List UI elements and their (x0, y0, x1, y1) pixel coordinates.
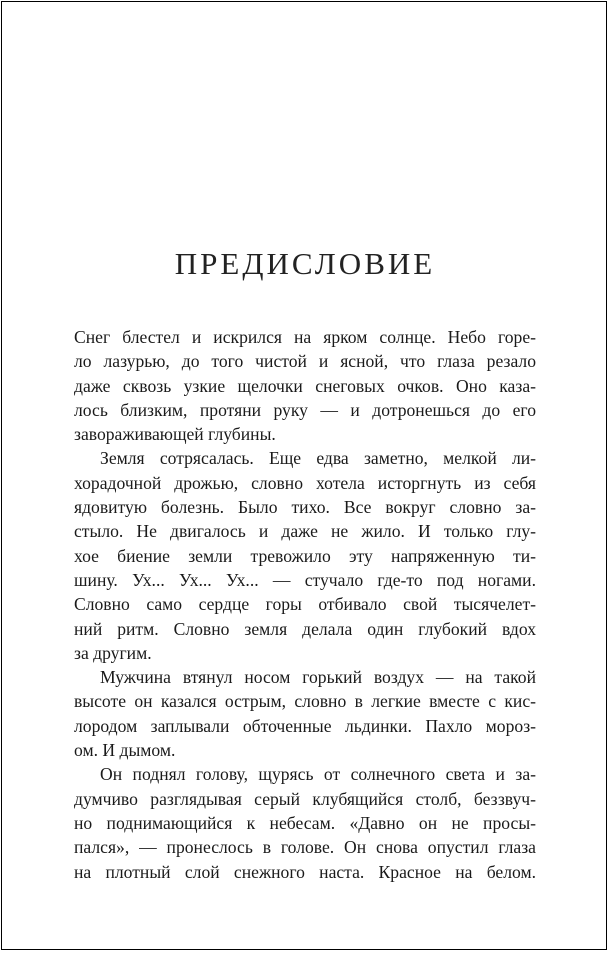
text-line: Словно само сердце горы отбивало свой тысячелет- (74, 594, 536, 615)
paragraph (74, 665, 536, 762)
text-line: Снег блестел и искрился на ярком солнце. Небо горе- (74, 327, 536, 347)
text-line: ядовитую болезнь. Было тихо. Все вокруг словно за- (74, 497, 536, 518)
text-line: хое биение земли тревожило эту напряженную ти- (74, 545, 536, 566)
text-line: завораживающей глубины. (74, 424, 276, 445)
paragraph (74, 446, 536, 665)
text-line: ний ритм. Словно земля делала один глубокий вдох (74, 618, 536, 639)
text-line: Он поднял голову, щурясь от солнечного света и за- (100, 764, 536, 785)
text-line: лось близким, протяни руку — и дотронешься до его (74, 399, 536, 420)
paragraph (74, 762, 536, 883)
text-line: шину. Ух... Ух... Ух... — стучало где-то под ногами. (74, 569, 536, 590)
text-line: Земля сотрясалась. Еще едва заметно, мелкой ли- (100, 448, 536, 469)
text-line: за другим. (74, 642, 152, 663)
text-line: но поднимающийся к небесам. «Давно он не просы- (74, 812, 536, 833)
text-line: пался», — пронеслось в голове. Он снова опустил глаза (74, 837, 536, 858)
chapter-title: ПРЕДИСЛОВИЕ (174, 246, 436, 281)
text-line: ло лазурью, до того чистой и ясной, что глаза резало (74, 351, 536, 372)
text-line: ом. И дымом. (74, 740, 176, 761)
text-line: высоте он казался острым, словно в легкие вместе с кис- (74, 691, 536, 712)
text-line: лородом заплывали обточенные льдинки. Пахло мороз- (74, 715, 536, 736)
text-line: думчиво разглядывая серый клубящийся столб, беззвуч- (74, 788, 536, 809)
body-text (74, 325, 536, 884)
text-line: Мужчина втянул носом горький воздух — на такой (100, 667, 536, 688)
text-line: стыло. Не двигалось и даже не жило. И только глу- (74, 521, 536, 542)
text-line: даже сквозь узкие щелочки снеговых очков. Оно каза- (74, 375, 536, 396)
text-line: на плотный слой снежного наста. Красное на белом. (74, 861, 536, 882)
text-line: хорадочной дрожью, словно хотела исторгнуть из себя (74, 472, 536, 493)
paragraph (74, 325, 536, 446)
